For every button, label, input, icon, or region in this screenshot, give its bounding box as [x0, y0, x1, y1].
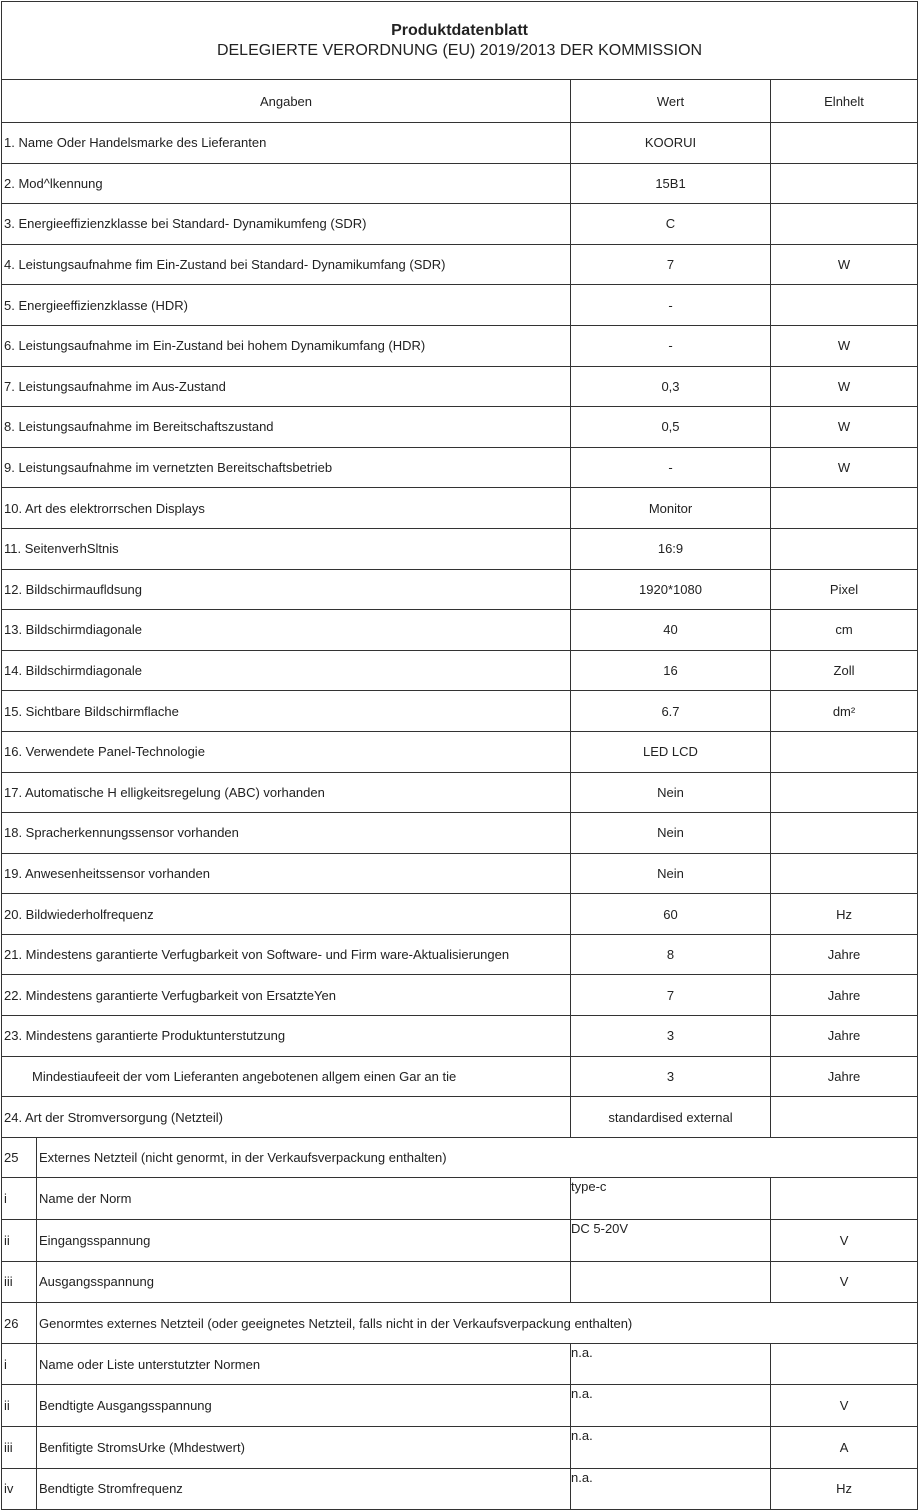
- row-value: 7: [571, 975, 771, 1016]
- row-unit: [771, 285, 918, 326]
- item-unit: Hz: [771, 1468, 918, 1510]
- item-value: n.a.: [571, 1385, 771, 1427]
- row-unit: cm: [771, 610, 918, 651]
- section26-item-row: [2, 1343, 918, 1385]
- table-row: [2, 772, 918, 813]
- row-unit: W: [771, 325, 918, 366]
- row-unit: Jahre: [771, 975, 918, 1016]
- item-label: Ausgangsspannung: [37, 1261, 571, 1303]
- section26-number: 26: [2, 1303, 37, 1344]
- table-row: [2, 325, 918, 366]
- table-row: [2, 285, 918, 326]
- table-row: [2, 204, 918, 245]
- row-value: 6.7: [571, 691, 771, 732]
- table-row: [2, 975, 918, 1016]
- row-value: 0,3: [571, 366, 771, 407]
- table-row: [2, 853, 918, 894]
- row-label: 2. Mod^lkennung: [2, 163, 571, 204]
- row-value: 40: [571, 610, 771, 651]
- row-unit: Jahre: [771, 934, 918, 975]
- table-row: [2, 691, 918, 732]
- item-value: n.a.: [571, 1427, 771, 1469]
- row-value: 7: [571, 244, 771, 285]
- warranty-unit: Jahre: [771, 1056, 918, 1097]
- row-value: 3: [571, 1016, 771, 1057]
- row-unit: [771, 163, 918, 204]
- row-value: 16:9: [571, 528, 771, 569]
- row-unit: W: [771, 407, 918, 448]
- data-sheet-table: [1, 1, 918, 1510]
- row-label: 5. Energieeffizienzklasse (HDR): [2, 285, 571, 326]
- row-value: -: [571, 447, 771, 488]
- row-unit: Zoll: [771, 650, 918, 691]
- header-angaben: Angaben: [2, 80, 571, 123]
- section26-header-row: [2, 1303, 918, 1344]
- sheet-title: Produktdatenblatt: [391, 21, 528, 39]
- item-number: iii: [2, 1427, 37, 1469]
- row-unit: [771, 123, 918, 164]
- row-label: 19. Anwesenheitssensor vorhanden: [2, 853, 571, 894]
- table-row: [2, 244, 918, 285]
- row-unit: dm²: [771, 691, 918, 732]
- table-row: [2, 447, 918, 488]
- row-label: 15. Sichtbare Bildschirmflache: [2, 691, 571, 732]
- row-label: 16. Verwendete Panel-Technologie: [2, 731, 571, 772]
- row-unit: [771, 731, 918, 772]
- row-label: 23. Mindestens garantierte Produktunterstutzung: [2, 1016, 571, 1057]
- item-value: n.a.: [571, 1343, 771, 1385]
- row-label: 17. Automatische H elligkeitsregelung (ABC) vorhanden: [2, 772, 571, 813]
- section25-title: Externes Netzteil (nicht genormt, in der Verkaufsverpackung enthalten): [37, 1137, 918, 1178]
- item-label: Bendtigte Ausgangsspannung: [37, 1385, 571, 1427]
- item-number: iii: [2, 1261, 37, 1303]
- item-unit: [771, 1343, 918, 1385]
- regulation-title: DELEGIERTE VERORDNUNG (EU) 2019/2013 DER KOMMISSION: [216, 41, 703, 59]
- row-label: 8. Leistungsaufnahme im Bereitschaftszustand: [2, 407, 571, 448]
- item-label: Name oder Liste unterstutzter Normen: [37, 1343, 571, 1385]
- item-value: DC 5-20V: [571, 1220, 771, 1262]
- row-label: 14. Bildschirmdiagonale: [2, 650, 571, 691]
- title-row: [2, 2, 918, 80]
- row-label: 11. SeitenverhSltnis: [2, 528, 571, 569]
- row-label: 10. Art des elektrorrschen Displays: [2, 488, 571, 529]
- power-supply-unit: [771, 1097, 918, 1138]
- item-unit: A: [771, 1427, 918, 1469]
- title-cell: [2, 2, 918, 80]
- table-row: [2, 1016, 918, 1057]
- item-value: type-c: [571, 1178, 771, 1220]
- table-row: [2, 123, 918, 164]
- table-row: [2, 569, 918, 610]
- row-value: 0,5: [571, 407, 771, 448]
- item-value: n.a.: [571, 1468, 771, 1510]
- table-row: [2, 813, 918, 854]
- section25-item-row: [2, 1220, 918, 1262]
- item-number: iv: [2, 1468, 37, 1510]
- row-unit: W: [771, 244, 918, 285]
- item-number: i: [2, 1178, 37, 1220]
- header-wert: Wert: [571, 80, 771, 123]
- row-unit: [771, 204, 918, 245]
- row-value: 60: [571, 894, 771, 935]
- warranty-row: [2, 1056, 918, 1097]
- row-value: Monitor: [571, 488, 771, 529]
- power-supply-value: standardised external: [571, 1097, 771, 1138]
- row-value: KOORUI: [571, 123, 771, 164]
- table-row: [2, 934, 918, 975]
- row-unit: [771, 813, 918, 854]
- row-value: 15B1: [571, 163, 771, 204]
- row-label: 7. Leistungsaufnahme im Aus-Zustand: [2, 366, 571, 407]
- row-label: 12. Bildschirmaufldsung: [2, 569, 571, 610]
- row-label: 21. Mindestens garantierte Verfugbarkeit von Software- und Firm ware-Aktualisierungen: [2, 934, 571, 975]
- row-label: 4. Leistungsaufnahme fim Ein-Zustand bei Standard- Dynamikumfang (SDR): [2, 244, 571, 285]
- row-value: Nein: [571, 772, 771, 813]
- row-unit: [771, 853, 918, 894]
- row-value: 8: [571, 934, 771, 975]
- row-unit: [771, 772, 918, 813]
- row-value: 16: [571, 650, 771, 691]
- row-label: 9. Leistungsaufnahme im vernetzten Bereitschaftsbetrieb: [2, 447, 571, 488]
- section25-number: 25: [2, 1137, 37, 1178]
- row-unit: W: [771, 447, 918, 488]
- header-row: [2, 80, 918, 123]
- table-row: [2, 488, 918, 529]
- row-value: Nein: [571, 813, 771, 854]
- section25-item-row: [2, 1261, 918, 1303]
- row-value: LED LCD: [571, 731, 771, 772]
- table-row: [2, 894, 918, 935]
- warranty-label: Mindestiaufeeit der vom Lieferanten angebotenen allgem einen Gar an tie: [2, 1056, 571, 1097]
- section26-item-row: [2, 1385, 918, 1427]
- item-number: i: [2, 1343, 37, 1385]
- item-number: ii: [2, 1220, 37, 1262]
- row-value: Nein: [571, 853, 771, 894]
- row-value: -: [571, 285, 771, 326]
- row-label: 20. Bildwiederholfrequenz: [2, 894, 571, 935]
- table-row: [2, 650, 918, 691]
- section26-title: Genormtes externes Netzteil (oder geeignetes Netzteil, falls nicht in der Verkaufsverpackung enthalten): [37, 1303, 918, 1344]
- row-unit: Pixel: [771, 569, 918, 610]
- row-label: 18. Spracherkennungssensor vorhanden: [2, 813, 571, 854]
- item-label: Bendtigte Stromfrequenz: [37, 1468, 571, 1510]
- row-unit: Hz: [771, 894, 918, 935]
- row-value: C: [571, 204, 771, 245]
- row-label: 3. Energieeffizienzklasse bei Standard- Dynamikumfeng (SDR): [2, 204, 571, 245]
- item-number: ii: [2, 1385, 37, 1427]
- section25-item-row: [2, 1178, 918, 1220]
- item-label: Benfitigte StromsUrke (Mhdestwert): [37, 1427, 571, 1469]
- power-supply-label: 24. Art der Stromversorgung (Netzteil): [2, 1097, 571, 1138]
- item-unit: [771, 1178, 918, 1220]
- item-label: Name der Norm: [37, 1178, 571, 1220]
- header-einheit: Elnhelt: [771, 80, 918, 123]
- row-label: 13. Bildschirmdiagonale: [2, 610, 571, 651]
- power-supply-row: [2, 1097, 918, 1138]
- section25-header-row: [2, 1137, 918, 1178]
- section26-item-row: [2, 1427, 918, 1469]
- table-row: [2, 366, 918, 407]
- item-unit: V: [771, 1385, 918, 1427]
- row-unit: [771, 528, 918, 569]
- row-label: 6. Leistungsaufnahme im Ein-Zustand bei hohem Dynamikumfang (HDR): [2, 325, 571, 366]
- table-row: [2, 407, 918, 448]
- row-label: 22. Mindestens garantierte Verfugbarkeit von ErsatzteYen: [2, 975, 571, 1016]
- warranty-value: 3: [571, 1056, 771, 1097]
- row-unit: W: [771, 366, 918, 407]
- product-data-sheet: [1, 1, 917, 1510]
- item-unit: V: [771, 1220, 918, 1262]
- table-row: [2, 610, 918, 651]
- row-unit: [771, 488, 918, 529]
- item-unit: V: [771, 1261, 918, 1303]
- section26-item-row: [2, 1468, 918, 1510]
- item-value: [571, 1261, 771, 1303]
- row-value: -: [571, 325, 771, 366]
- row-label: 1. Name Oder Handelsmarke des Lieferanten: [2, 123, 571, 164]
- row-unit: Jahre: [771, 1016, 918, 1057]
- table-row: [2, 163, 918, 204]
- table-row: [2, 731, 918, 772]
- item-label: Eingangsspannung: [37, 1220, 571, 1262]
- table-row: [2, 528, 918, 569]
- row-value: 1920*1080: [571, 569, 771, 610]
